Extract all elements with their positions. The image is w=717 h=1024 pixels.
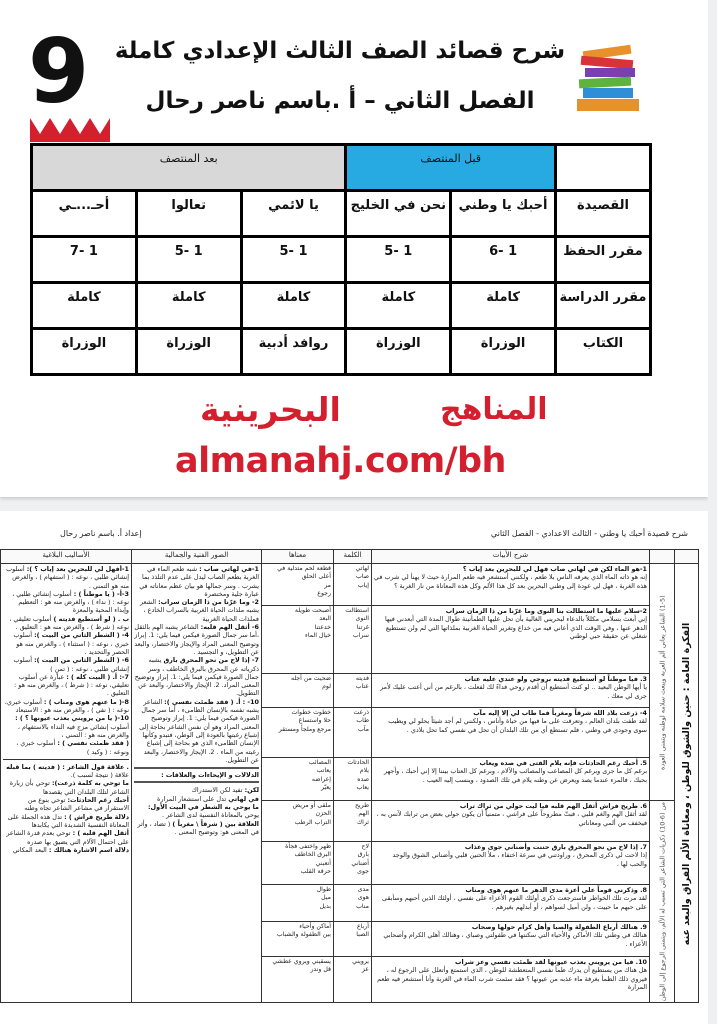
column-header <box>650 550 675 564</box>
note-text: أسلوب خبري ، نوعه : ( استثناء ) ، والغرض منه هو الحصر والتحديد . <box>13 631 129 656</box>
vocab-word: صاب <box>356 573 369 581</box>
word-cell <box>334 708 372 758</box>
notes-block <box>3 763 129 854</box>
notes-block <box>134 565 259 836</box>
rhetorical-styles-cell <box>1 564 132 1003</box>
note-text: تدل على استشعار المرارة <box>157 794 227 803</box>
vocab-meaning: حرقة القلب <box>300 867 331 875</box>
vocab-word: النوى <box>355 615 369 623</box>
column-header: معناها <box>262 550 334 564</box>
verse-text: 1-هو الماء لكن في لهاتي صاب فهل لي للبحرين بعد إياب ؟ <box>462 565 647 573</box>
header-row <box>1 550 699 564</box>
vocab-word: غرتنا <box>356 623 369 631</box>
verse-meaning-text: برغم كل ما جرى وبرغم كل المصاعب والمصائب والآلام ، وبرغم كل العتاب بيننا إلا إني أحبك ، وأجهر بحبك ، فالمرء عندما يصد ويعرض عن وطنه يلام في تلك الصدود ، وينسب إليه العيب . <box>383 767 647 784</box>
notes-block <box>134 786 259 836</box>
book-source: الوزراة <box>136 329 241 375</box>
vocab-meaning: البرق الخاطف <box>294 851 331 859</box>
column-header: الأساليب البلاغية <box>1 550 132 564</box>
vocab-word: لهاتي <box>355 565 369 572</box>
note-lead: لكن: <box>244 786 259 795</box>
page-title: شرح قصائد الصف الثالث الإعدادي كاملة <box>114 38 566 64</box>
note-item <box>134 786 259 794</box>
note-text: شبه طعم الماء في الغربة بطعم الصاب ليدل على عدم التلذذ بما يشرب . وسر جمالها هو بيان عظم معاناته في عبارة جلية ومختصرة <box>139 565 259 598</box>
book-source: الوزراة <box>346 329 451 375</box>
verse-text: 4- ذرعت بلاد الله شرقاً ومغرباً فما طاب لي إلا إليه مآب <box>473 709 647 717</box>
vocab-meaning: لوم <box>322 683 331 691</box>
meaning-cell <box>262 708 334 758</box>
word-cell <box>334 564 372 606</box>
verse-text: 9. هنالك أرباع الطفولة والصبا وأهل كرام حولها وصحاب <box>471 923 647 932</box>
vocab-word: مآب <box>357 725 369 733</box>
vocab-word: صده <box>357 775 369 783</box>
study-scope: كاملة <box>136 283 241 329</box>
artistic-images-cell <box>132 564 262 1003</box>
note-item <box>3 590 129 615</box>
vocab-meaning: مر <box>324 581 331 589</box>
page-subtitle: الفصل الثاني – أ .باسم ناصر رحال <box>145 88 535 114</box>
poem-row <box>32 191 651 237</box>
meaning-cell <box>262 674 334 708</box>
note-lead: 3-أ- ( يا موطناً ) : <box>73 589 129 598</box>
note-lead: ما يوحي به الشطر في البيت الأول: <box>148 803 259 812</box>
verse-explanation <box>372 674 650 708</box>
note-item <box>3 565 129 590</box>
verse-meaning-text: يا أيها الوطن البعيد .. لو كنت أستطيع أن أقدم روحي فداءً لك لفعلت ، بالرغم من أني أعتب عليك لأمر جرى لي معك . <box>380 683 647 700</box>
column-header <box>675 550 699 564</box>
note-item <box>3 779 129 796</box>
vocab-word: يعاب <box>356 783 369 791</box>
verse-meaning-text: لقد مرت تلك الخواطر فاسترجعت ذكرى أولئك القوم الأعزاء على نفسي ، أولئك الذين أحبهم وسأبقى على حبهم ما حييت ، ولن أميل لسواهم ، أو أبدلهم بغيرهم . <box>382 894 647 911</box>
study-scope: كاملة <box>346 283 451 329</box>
watermark-text-almanahij: المناهج <box>440 392 548 427</box>
note-text: تدل هذه الجملة على المعاناة النفسية الشديدة التي يكابدها <box>7 812 129 829</box>
study-scope: كاملة <box>241 283 346 329</box>
note-item <box>3 698 129 715</box>
watermark-text-bahrainia: البحرينية <box>200 390 341 429</box>
note-lead: 6- أثقل الهم قلبه: <box>200 623 259 632</box>
column-header: الصور الفنية والجمالية <box>132 550 262 564</box>
note-lead: دلالة طريح فراش ) : <box>64 812 129 821</box>
word-cell <box>334 922 372 957</box>
vocab-meaning: طوال <box>316 886 331 894</box>
vocab-meaning: أصبحت طويلة <box>294 607 331 614</box>
poem-name: نحن في الخليج <box>346 191 451 237</box>
document-page-2 <box>0 511 708 1024</box>
after-midterm-header: بعد المنتصف <box>32 145 346 191</box>
note-lead: 4- ( الشطر الثاني من البيت ): <box>34 631 129 640</box>
vocab-meaning: بديل <box>319 902 331 910</box>
vocab-word: سراب <box>352 631 369 639</box>
vocab-word: لاح <box>361 843 369 851</box>
note-item <box>3 673 129 698</box>
vocab-meaning: يعيّر <box>321 783 331 791</box>
verse-meaning-text: إني أبعث بسلامي مكللاً بالدعاء لبحريني الغالية بأن تحل عليها الطمأنينة طوال المدة التي أبعدني فيها الدهر عنها ، وفي الوقت الذي أعاني فيه من خداع وتغرير الحياة الغربية بملذاتها التي لم ولن تستطيع شغلي عن حقيقة حبي لوطني <box>384 615 647 640</box>
word-cell <box>334 674 372 708</box>
book-source: الوزراة <box>32 329 137 375</box>
verse-text: 2-سلام عليها ما استطالت بنا النوى وما غرّنا من ذا الزمان سراب <box>445 607 647 615</box>
vocab-word: بارق <box>357 851 369 859</box>
note-lead: ( فقد ظمئت نفسي ) : <box>57 739 129 748</box>
note-item <box>3 631 129 656</box>
verse-text: 5. أحبك رغم الحادثات فإنه يلام الفتى في صده ويعاب <box>479 759 647 767</box>
vocab-meaning: ظهر واختفى فجأة <box>285 843 331 851</box>
note-lead: 7- إذا لاح من نحو المحرق بارق <box>163 656 259 665</box>
note-item <box>3 714 129 739</box>
vocab-meaning: مرجع وملجأ ومستقر <box>278 725 331 733</box>
note-lead: 8-( ما عنهم هوى ومناب ) : <box>43 697 129 706</box>
note-lead: العلاقة بين ( شرقاً \ مغرباً ) <box>172 819 259 828</box>
vocab-word: مدى <box>357 886 369 894</box>
memorization-range: 1 -5 <box>136 237 241 283</box>
note-item <box>3 656 129 673</box>
note-lead: في لهاتي <box>228 794 259 803</box>
vocab-meaning: يسقيني ويروي عطشي <box>272 957 331 965</box>
memorization-range: 1 -6 <box>451 237 556 283</box>
vocab-word: طاب <box>356 717 369 725</box>
note-lead: 10-( يا من يرويني بعذب عيونها ؟ ) : <box>15 714 129 723</box>
meaning-cell <box>262 564 334 606</box>
verse-meaning-text: لقد أثقل الهم والغم قلبي ، فبتّ مطروحاً على فراشي ، متمنياً أن يكون حولي بعض من ترابك لآنس به ، فيخفف من ألمي ومعاناتي <box>376 810 647 827</box>
note-text: البعد المكاني <box>12 845 47 854</box>
memorization-range: 1 -7 <box>32 237 137 283</box>
verse-explanation <box>372 758 650 801</box>
divider <box>3 759 129 760</box>
note-item <box>3 813 129 830</box>
explanation-title: شرح قصيدة أحبك يا وطني - الثالث الاعدادي - الفصل الثاني <box>490 529 688 538</box>
note-lead: ما توحي به كلمة ذرعت): <box>51 779 129 788</box>
note-text: الشاعر يشبه نفسه بالإنسان الظامىء ، أما سر جمال الصورة فيكمن فيما يلي: 1. إبراز وتوضيح المعنى المراد وهو أن نفس الشاعر بحاجة إلى إشباع رغبتها بالعودة إلى الوطن، فتبدو وكأنها الإنسان الظامىء الذي هو بحاجة إلى إشباع رغبته من الماء . 2. الإيجاز والاختصار، والبعد عن التطويل. <box>139 697 259 764</box>
note-text: أسلوب خبري ، ونوعه : ( وكيد ) <box>16 739 129 756</box>
verse-explanation <box>372 842 650 885</box>
vocab-meaning: يعاتب <box>316 767 331 775</box>
verse-explanation <box>372 922 650 957</box>
note-item <box>134 598 259 623</box>
vocab-word: إياب <box>357 581 369 589</box>
vocab-meaning: قل وندر <box>310 966 331 974</box>
vocab-meaning: ضحيت من أجله <box>290 675 331 682</box>
verse-explanation <box>372 885 650 922</box>
vocab-word: فديته <box>355 675 369 682</box>
note-item <box>3 615 129 632</box>
note-lead: دلالة اسم الاشارة هنالك : <box>48 845 129 854</box>
meaning-cell <box>262 885 334 922</box>
watermark-logo <box>0 0 480 145</box>
note-item <box>134 795 259 803</box>
verse-meaning-text: إذا لاحت لي ذكرى المحرق ، وراودتني في سرعة اختفاء ، ملأ الحنين قلبي وأضناني الشوق والوجد والحب لها . <box>392 851 647 868</box>
poem-name: يا لائمي <box>241 191 346 237</box>
book-source: الوزراة <box>451 329 556 375</box>
verse-text: 8. وذكرني قوماً علي أعزة مدى الدهر ما عنهم هوى ومناب <box>465 886 647 895</box>
row-label: القصيدة <box>556 191 651 237</box>
book-source: روافد أدبية <box>241 329 346 375</box>
note-text: عبارة عن أسلوب تعليقي، نوعه : ( شرط ) ، والغرض منه هو : التعليق . <box>14 672 129 698</box>
vocab-meaning: الحزن <box>315 810 331 818</box>
vocab-word: هوى <box>357 894 369 902</box>
verse-meaning-text: هنالك في وطني تلك الأماكن والأحياء التي سكنتها في طفولتي وصباي ، وهنالك أهلي الكرام وأصحابي الأعزاء . <box>383 931 647 948</box>
column-header: شرح الأبيات <box>372 550 650 564</box>
note-item <box>134 698 259 764</box>
vocab-word: ذرعت <box>353 709 369 716</box>
note-item <box>134 803 259 820</box>
note-item <box>3 829 129 846</box>
vocab-word: عز <box>361 966 369 974</box>
vocab-meaning: خدعتنا <box>314 623 331 631</box>
note-item <box>3 796 129 813</box>
watermark-number: 9 <box>28 20 90 123</box>
note-item <box>134 656 259 697</box>
vocab-word: عتاب <box>355 683 369 691</box>
study-scope: كاملة <box>32 283 137 329</box>
note-text: توحي بنوع من الاستقرار في مشاعر الشاعر تجاه وطنه <box>24 796 129 813</box>
poem-name: أحـ...ـي <box>32 191 137 237</box>
verse-meaning-text: لقد طفت بلدان العالم ، وتعرفت على ما فيها من حياة وأناس ، ولكنني لم أجد شيئاً يحلو لي ويطيب سوى وجودي في وطني ، فلم تستطع أي من تلك البلدان أن تحل في نفسي كما تحل بلادي . <box>388 717 647 734</box>
sub-idea: (1-5) الشاعر يعاني ألم الغربة ويبعث سلامه لوطنه ويتمنى العودة <box>650 564 675 801</box>
word-cell <box>334 956 372 1002</box>
vocab-meaning: إعراضه <box>311 775 331 783</box>
relations-heading: الدلالات و الإيحاءات والعلاقات : <box>134 767 259 783</box>
note-lead: أحبك رغم الحادثات: <box>67 796 129 805</box>
note-lead: أثقل الهم قلبه ) : <box>72 829 129 838</box>
vocab-meaning: ميل <box>321 894 331 902</box>
verse-explanation <box>372 708 650 758</box>
scrollbar-track[interactable] <box>708 0 717 1024</box>
memorization-range: 1 -5 <box>241 237 346 283</box>
verse-text: 10. فيا من يرويني بعذب عيونها لقد ظمئت نفسي وعز شراب <box>455 957 647 966</box>
verse-meaning-text: إنه هو ذاته الماء الذي يعرفه الناس بلا طعم ، ولكنني أستشعر فيه طعم المرارة حيث لا يهنأ لي شرب في هذه الغربة ، فهل لي عودة إلى وطني البحرين بعد كل هذا الألم وكل هذه المعاناة من نار الغربة ؟ <box>374 573 647 590</box>
verse-text: 3. فيا موطناً لو أستطيع فديته بروحي ولو عندي عليه عتاب <box>464 675 647 683</box>
meaning-cell <box>262 956 334 1002</box>
vocab-word: الهم <box>358 810 369 818</box>
memorization-range: 1 -5 <box>346 237 451 283</box>
verse-explanation <box>372 564 650 606</box>
vocab-word: جوى <box>357 867 369 875</box>
vocab-meaning: رجوع <box>317 589 331 597</box>
vocab-meaning: أماكن وأحياء <box>299 923 331 931</box>
note-item <box>134 623 259 656</box>
poem-explanation-table <box>0 549 699 1003</box>
note-text: أسلوب تعليقي ، نوعه ( شرط ) ، والغرض منه هو : التعليق . <box>9 614 129 632</box>
meaning-cell <box>262 801 334 842</box>
verse-text: 7. إذا لاح من نحو المحرق بارق حننت وأضناني جوى وعذاب <box>464 843 647 852</box>
note-lead: 1-أفهل لي للبحرين بعد إياب ؟ ): <box>26 565 129 573</box>
note-text: تفيد لكن الاستدراك <box>191 786 243 795</box>
word-cell <box>334 606 372 674</box>
meaning-cell <box>262 606 334 674</box>
note-text: الشاعر يشبه الهم بالثقل ،أما سر جمال الصورة فيكمن فيما يلي: 1. إبراز وتوضيح المعنى المراد والإيجاز والاختصار، والبعد عن التطويل، و التجسيد . <box>134 623 259 656</box>
vocab-meaning: حلا واستساغ <box>298 717 331 725</box>
note-lead: 6- ( الشطر الثاني من البيت ): <box>34 656 129 665</box>
verse-row <box>1 564 699 606</box>
vocab-meaning: البعد <box>319 615 331 623</box>
note-text: علاقة ( نتيجة لسبب ). <box>70 771 129 780</box>
document-page-1 <box>0 0 708 497</box>
poems-summary-table <box>30 143 652 376</box>
note-lead: 2- وما غرّنا من ذا الزمان سراب: <box>158 598 259 607</box>
vocab-word: ثراك <box>357 818 369 826</box>
vocab-meaning: ملقى أو مريض <box>292 802 331 809</box>
meaning-cell <box>262 922 334 957</box>
author-credit: إعداد أ. باسم ناصر رحال <box>60 529 142 538</box>
word-cell <box>334 801 372 842</box>
before-midterm-header: قبل المنتصف <box>346 145 556 191</box>
vocab-word: الحادثات <box>347 759 369 766</box>
row-label: مقرر الحفظ <box>556 237 651 283</box>
note-item <box>3 846 129 854</box>
study-scope: كاملة <box>451 283 556 329</box>
column-header: الكلمة <box>334 550 372 564</box>
word-cell <box>334 758 372 801</box>
vocab-word: طريح <box>354 802 369 809</box>
note-text: أسلوب إنشائي طلبي ، نوعه : ( استفهام ) ، والغرض منه هو التمني . <box>6 565 129 590</box>
study-row <box>32 283 651 329</box>
row-label: مقرر الدراسة <box>556 283 651 329</box>
vocab-word: يلام <box>359 767 369 775</box>
note-lead: 7-: أ. ( البيت كله ) : <box>66 672 129 681</box>
vocab-word: أضناني <box>351 859 369 867</box>
note-item <box>3 739 129 756</box>
vocab-meaning: بين الطفولة والشباب <box>276 931 331 939</box>
verse-explanation <box>372 956 650 1002</box>
row-label: الكتاب <box>556 329 651 375</box>
note-text: الشعر يشبه ملذات الحياة الغربية بالسراب الخادع ، فملذات الحياة الغربية <box>140 598 259 623</box>
sub-idea: من (6-10) ذكريات الشاعر التي تسبب له الألم، ويتمنى الرجوع إلى الوطن <box>650 801 675 1003</box>
vocab-word: الصبا <box>356 931 369 939</box>
note-text: توحي بعدم قدرة الشاعر على احتمال الآلام التي يضيق بها صدره <box>6 829 129 846</box>
note-text: أسلوب إنشائي طلبي ، نوعه : ( نداء ) ، والغرض منه هو : التعظيم وإبداء المحبة والمعزة <box>12 589 129 615</box>
watermark-site: almanahj.com/bh <box>175 441 506 481</box>
note-item <box>134 820 259 837</box>
verse-text: 6. طريح فراش أثقل الهم قلبه فيا ليت حولي من ثراك تراب <box>459 802 647 810</box>
verse-explanation <box>372 801 650 842</box>
vocab-meaning: قطعة لحم متدلية في أعلى الحلق <box>277 565 331 581</box>
verse-meaning-text: هل هناك من يستطيع أن يدرك ظمأ نفسي المتعطشة للوطن ، الذي استمتع وأتعلل على الرجوع له ، فيروي ذلك الظمأ بغرفة ماء عذبه من عيونها ؟ فقد سئمت شرب الماء في الغربة وأنا أستشعر فيه طعم المرارة <box>377 966 647 991</box>
note-text: أسلوب خبري، نوعه : ( نفي ) ، والغرض منه هو : الاستبعاد <box>4 697 129 715</box>
vocab-meaning: التراب الرطب <box>294 818 331 826</box>
note-text: يشبه ذكرياته عن المحرق بالبرق الخاطف ، وسر جمال الصورة فيكمن فيما يلي: 1. إبراز وتوضيح المعنى المراد. 2. الإيجاز والاختصار، والبعد عن التطويل. <box>134 656 259 698</box>
vocab-meaning: أتعبني <box>315 859 331 867</box>
vocab-word: مناب <box>356 902 369 910</box>
note-text: توحي بأن زيارة الشاعر لتلك البلدان التي يقصدها <box>9 779 129 796</box>
books-stack-icon <box>575 42 645 117</box>
note-item <box>134 565 259 598</box>
general-idea: الفكرة العامة : حنين والشوق للوطن ، ومعاناة الألم الفراق والبعد عنه <box>675 564 699 1003</box>
note-text: ( تضاد ، وأثر في المعنى هو: وتوضيح المعنى . <box>137 819 259 836</box>
verse-explanation <box>372 606 650 674</box>
vocab-meaning: خطوت خطوات <box>291 709 331 716</box>
notes-block <box>3 565 129 854</box>
corner-cell <box>556 145 651 191</box>
poem-name: تعالوا <box>136 191 241 237</box>
word-cell <box>334 842 372 885</box>
meaning-cell <box>262 758 334 801</box>
poem-name: أحبك يا وطني <box>451 191 556 237</box>
note-lead: 10- : أ. ( فقد ظمئت نفسي ): <box>164 697 259 706</box>
vocab-meaning: خيال الماء <box>304 631 331 639</box>
word-cell <box>334 885 372 922</box>
note-text: أسلوب إنشائي مزج فيه النداء بالاستفهام ، والغرض منه هو : التمني ، <box>17 722 129 739</box>
vocab-word: يرويني <box>352 957 369 965</box>
vocab-meaning: المصائب <box>308 759 331 766</box>
note-text: أسلوب إنشائي طلبي ، نوعه : ( تمنٍ ) <box>13 656 129 673</box>
vocab-word: استطالت <box>345 607 369 614</box>
book-row <box>32 329 651 375</box>
note-item <box>3 763 129 780</box>
memorization-row <box>32 237 651 283</box>
note-lead: . علاقة قول الشاعر : ( فديته ) بما قبله <box>6 762 129 771</box>
note-lead: ب . ( لو أستطيع فديته ) <box>53 614 129 623</box>
meaning-cell <box>262 842 334 885</box>
note-text: يوحي بالمعاناة النفسية لدى الشاعر . <box>162 811 259 820</box>
vocab-word: أرباع <box>356 923 369 931</box>
note-lead: 1-في لهاتي صاب : <box>199 565 259 573</box>
